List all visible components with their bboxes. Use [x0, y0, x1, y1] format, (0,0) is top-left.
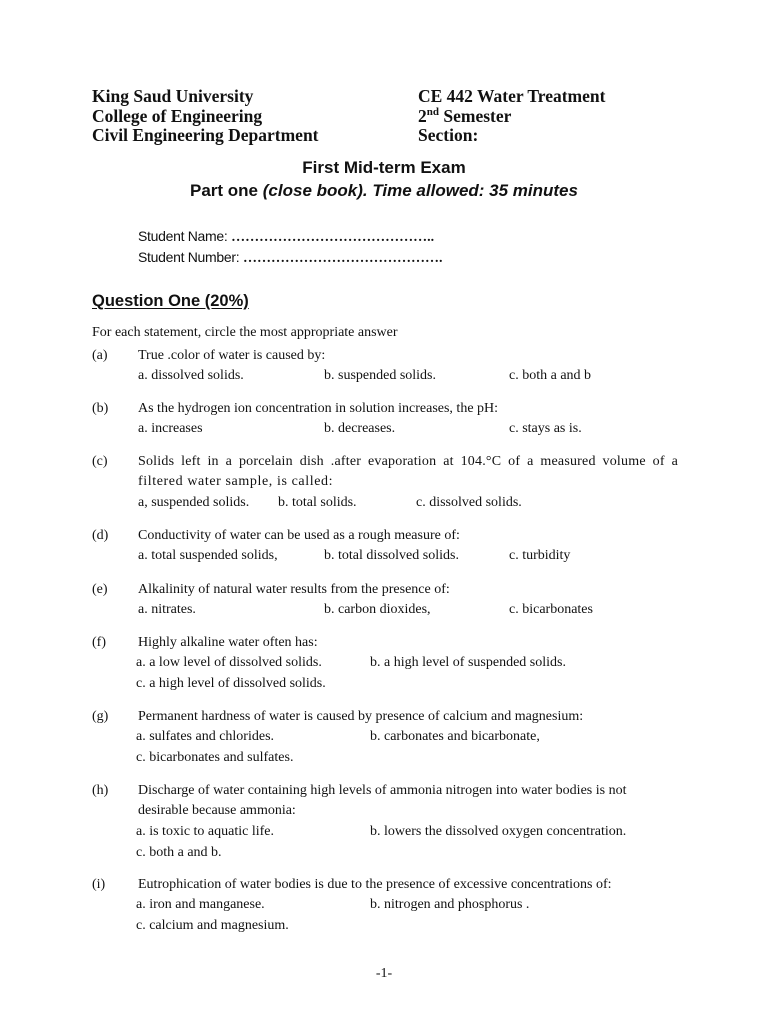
item-options: [138, 366, 698, 386]
item-options: [138, 419, 698, 439]
item-label: (e): [92, 582, 108, 597]
university-name: King Saud University: [92, 86, 254, 106]
item-stem-line-1: Discharge of water containing high levels of ammonia nitrogen into water bodies is not: [138, 783, 627, 798]
item-label: (f): [92, 635, 106, 650]
option-a[interactable]: a. increases: [138, 421, 203, 436]
item-label: (a): [92, 348, 108, 363]
student-name-dots: ……………………………………..: [231, 230, 435, 245]
item-stem: True .color of water is caused by:: [138, 348, 326, 363]
option-a[interactable]: a. total suspended solids,: [138, 548, 278, 563]
question-instruction: For each statement, circle the most appropriate answer: [92, 325, 398, 340]
option-c[interactable]: c. dissolved solids.: [416, 495, 522, 510]
exam-title: First Mid-term Exam: [302, 158, 466, 177]
item-stem: Conductivity of water can be used as a rough measure of:: [138, 528, 460, 543]
option-a[interactable]: a. nitrates.: [138, 602, 196, 617]
item-options: [138, 600, 698, 620]
item-label: (g): [92, 709, 109, 724]
student-name-label: Student Name:: [138, 228, 232, 244]
option-b[interactable]: b. carbonates and bicarbonate,: [370, 729, 540, 744]
item-label: (b): [92, 401, 109, 416]
option-c[interactable]: c. both a and b.: [136, 845, 222, 860]
student-number-label: Student Number:: [138, 249, 243, 265]
option-b[interactable]: b. a high level of suspended solids.: [370, 655, 566, 670]
student-number-line: [138, 249, 442, 267]
item-stem: As the hydrogen ion concentration in solution increases, the pH:: [138, 401, 499, 416]
semester-ordinal: nd: [426, 105, 439, 118]
option-b[interactable]: b. decreases.: [324, 421, 396, 436]
semester-word: Semester: [439, 105, 512, 126]
option-a[interactable]: a. a low level of dissolved solids.: [136, 655, 322, 670]
option-c[interactable]: c. bicarbonates: [509, 602, 593, 617]
college-name: College of Engineering: [92, 105, 263, 126]
option-b[interactable]: b. carbon dioxides,: [324, 602, 431, 617]
item-options-row-2: [138, 916, 698, 936]
item-options-row-2: [138, 843, 698, 863]
option-a[interactable]: a. dissolved solids.: [138, 368, 244, 383]
item-options: [138, 653, 698, 673]
option-b[interactable]: b. nitrogen and phosphorus .: [370, 897, 530, 912]
option-b[interactable]: b. total solids.: [278, 495, 357, 510]
item-stem: Eutrophication of water bodies is due to the presence of excessive concentrations of:: [138, 877, 612, 892]
option-c[interactable]: c. a high level of dissolved solids.: [136, 676, 326, 691]
option-a[interactable]: a, suspended solids.: [138, 495, 250, 510]
item-stem-line-2: desirable because ammonia:: [138, 803, 296, 818]
university-header: [92, 87, 319, 146]
option-b[interactable]: b. total dissolved solids.: [324, 548, 459, 563]
item-label: (h): [92, 783, 109, 798]
item-label: (d): [92, 528, 109, 543]
item-stem: Highly alkaline water often has:: [138, 635, 318, 650]
item-stem: Alkalinity of natural water results from the presence of:: [138, 582, 450, 597]
item-options-row-2: [138, 674, 698, 694]
course-title: CE 442 Water Treatment: [418, 86, 606, 106]
option-b[interactable]: b. lowers the dissolved oxygen concentration.: [370, 824, 627, 839]
semester-number: 2: [418, 105, 427, 126]
section-label: Section:: [418, 125, 479, 145]
item-options: [138, 727, 698, 747]
exam-part-detail: (close book). Time allowed: 35 minutes: [262, 181, 578, 200]
item-options: [138, 822, 698, 842]
item-label: (i): [92, 877, 106, 892]
course-header: [418, 87, 605, 146]
item-options: [138, 546, 698, 566]
option-b[interactable]: b. suspended solids.: [324, 368, 436, 383]
option-c[interactable]: c. bicarbonates and sulfates.: [136, 750, 294, 765]
student-number-dots: …………………………………….: [242, 251, 443, 266]
page-number: -1-: [375, 966, 393, 981]
item-stem-line-2: filtered water sample, is called:: [138, 474, 334, 489]
option-c[interactable]: c. turbidity: [509, 548, 571, 563]
item-label: (c): [92, 454, 108, 469]
exam-subtitle: [0, 181, 768, 201]
option-a[interactable]: a. iron and manganese.: [136, 897, 265, 912]
item-options-row-2: [138, 748, 698, 768]
department-name: Civil Engineering Department: [92, 125, 319, 145]
question-title: Question One (20%): [92, 292, 249, 310]
item-options: [138, 895, 698, 915]
item-options: [138, 493, 698, 513]
option-c[interactable]: c. stays as is.: [509, 421, 582, 436]
option-a[interactable]: a. sulfates and chlorides.: [136, 729, 275, 744]
exam-part: Part one: [190, 181, 259, 200]
option-a[interactable]: a. is toxic to aquatic life.: [136, 824, 275, 839]
item-stem-line-1: Solids left in a porcelain dish .after evaporation at 104.°C of a measured volume of a: [138, 454, 678, 469]
semester: [418, 107, 605, 127]
item-stem: Permanent hardness of water is caused by presence of calcium and magnesium:: [138, 709, 584, 724]
option-c[interactable]: c. calcium and magnesium.: [136, 918, 289, 933]
option-c[interactable]: c. both a and b: [509, 368, 592, 383]
student-name-line: [138, 228, 434, 246]
